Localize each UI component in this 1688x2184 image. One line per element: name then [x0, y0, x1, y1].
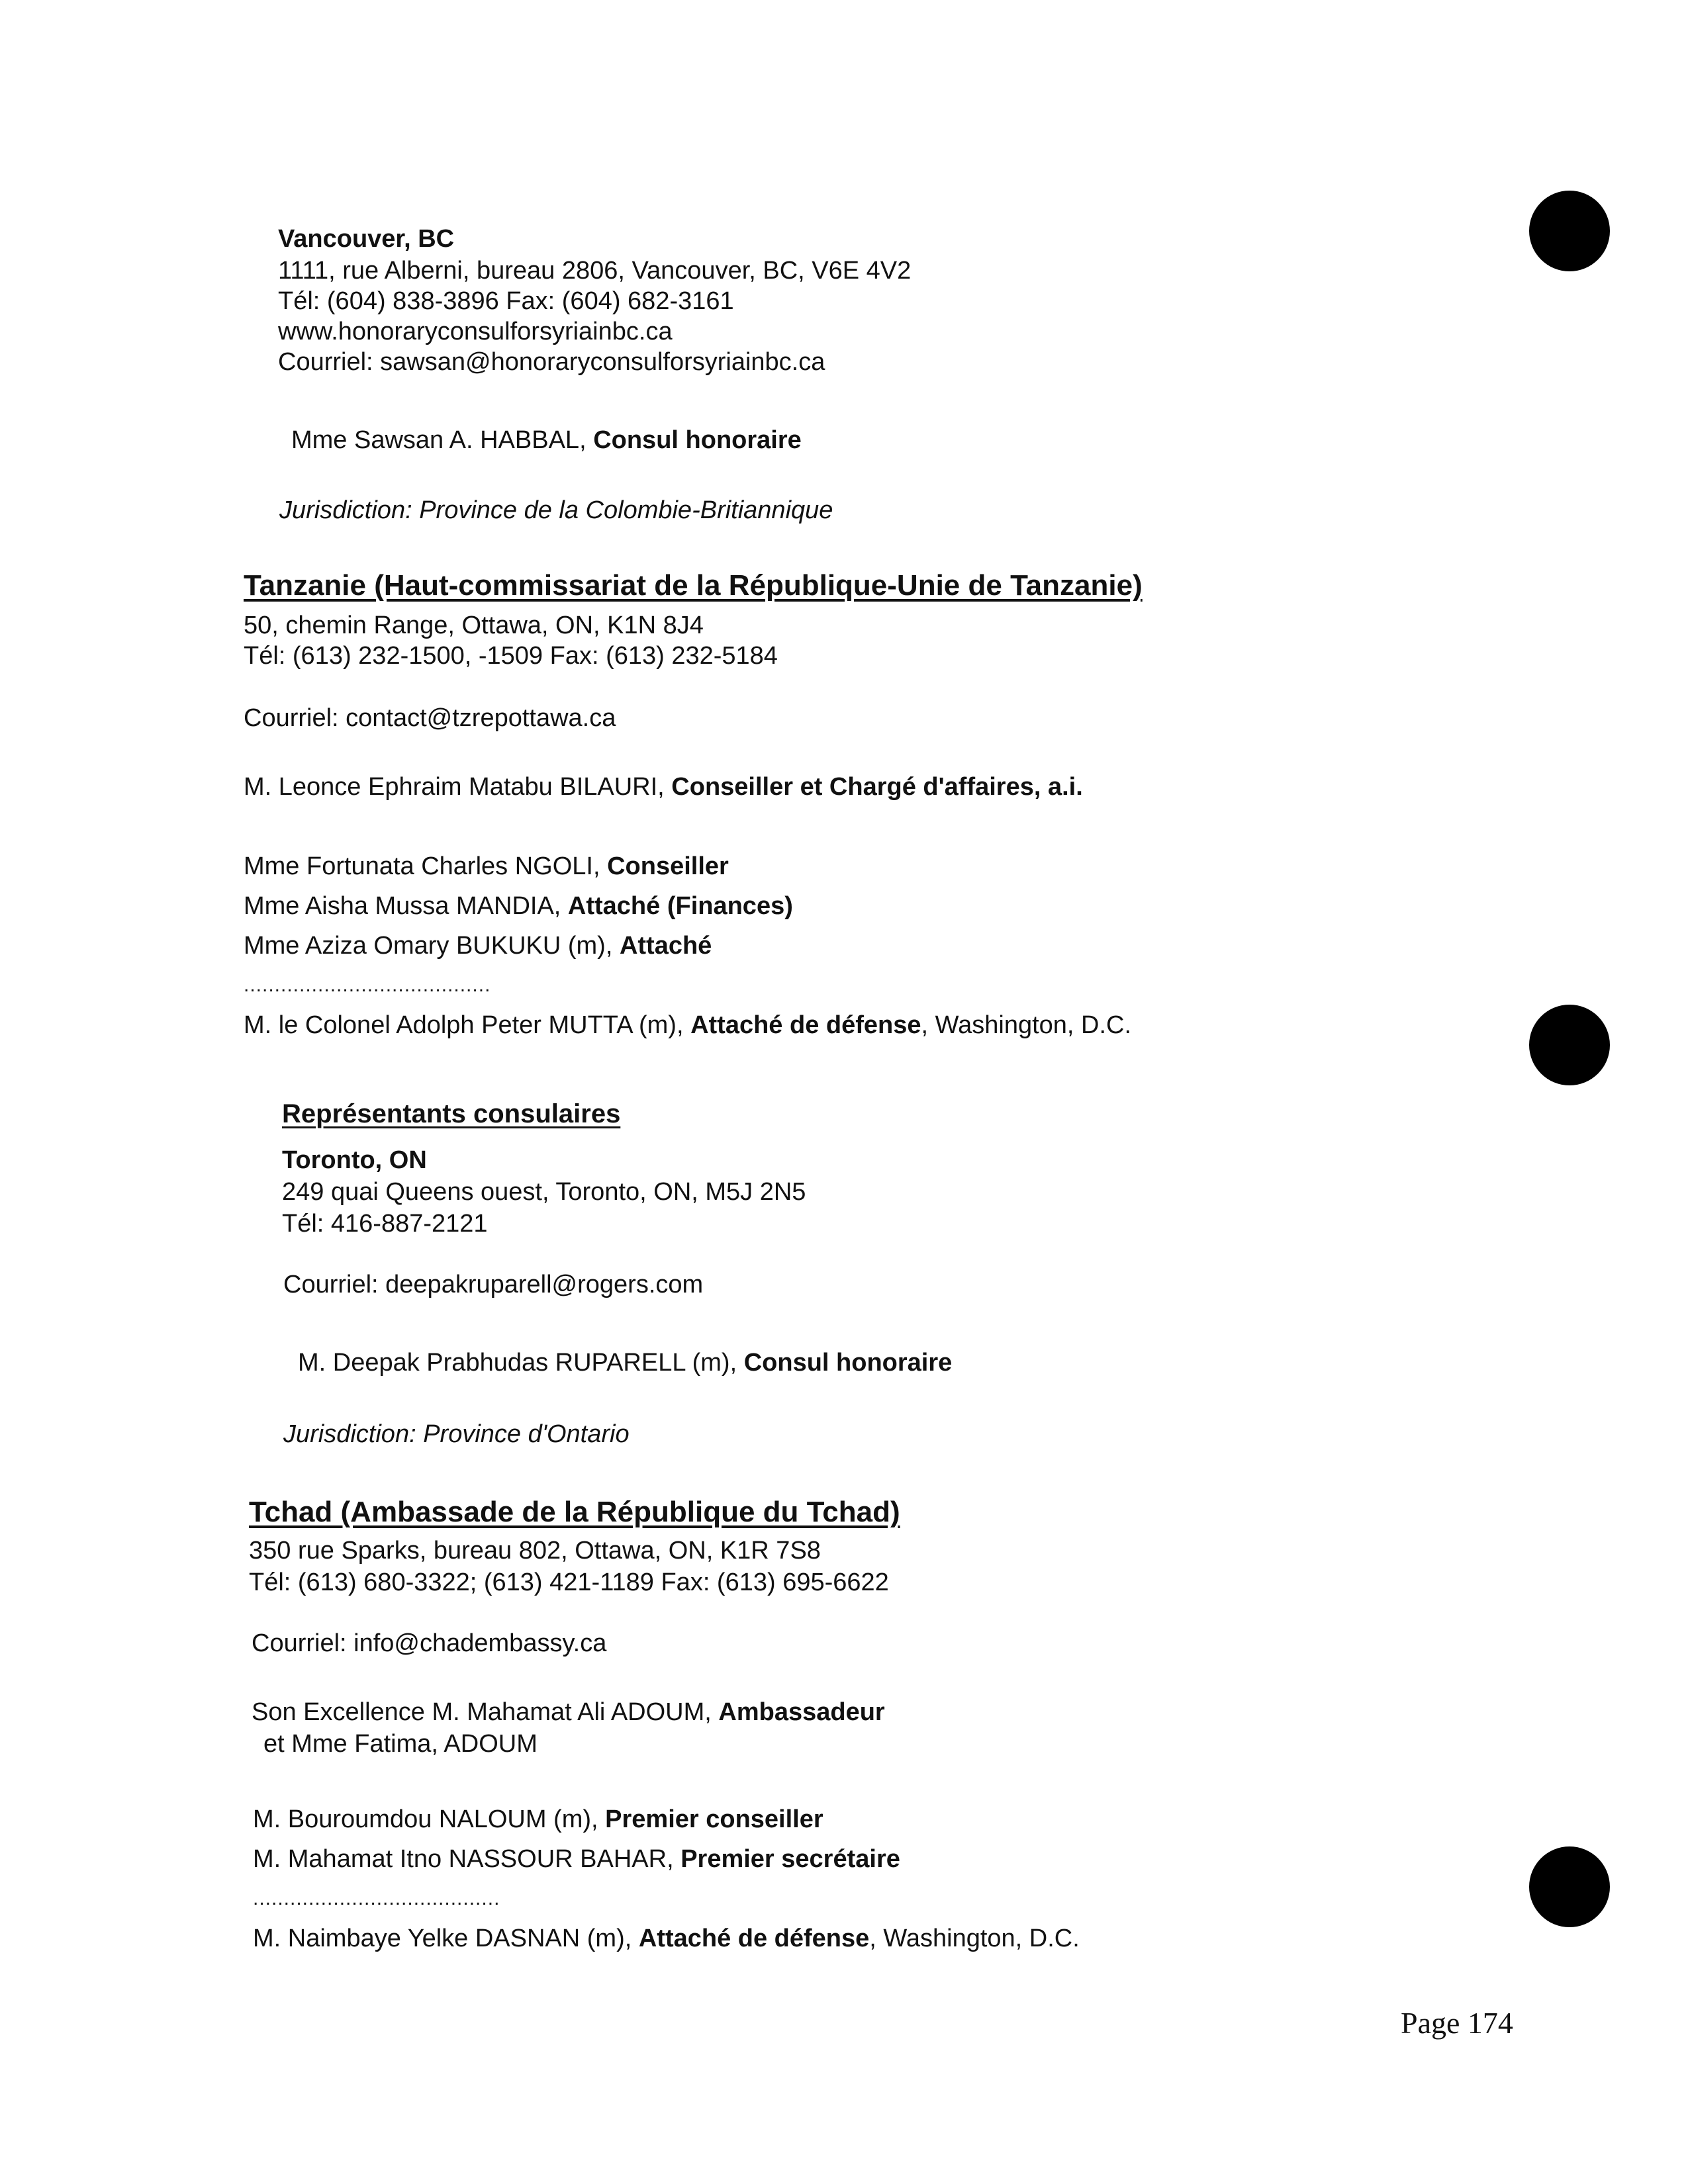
chad-heading: Tchad (Ambassade de la République du Tchad) [249, 1496, 900, 1528]
tanzania-phone: Tél: (613) 232-1500, -1509 Fax: (613) 232-5184 [244, 642, 778, 670]
staff-title: Conseiller et Chargé d'affaires, a.i. [671, 773, 1083, 801]
toronto-consul-title: Consul honoraire [743, 1349, 953, 1377]
defense-title: Attaché de défense [638, 1925, 870, 1952]
chad-staff-row [253, 1844, 900, 1874]
staff-name: M. Leonce Ephraim Matabu BILAURI, [244, 773, 672, 801]
tanzania-email: Courriel: contact@tzrepottawa.ca [244, 704, 616, 732]
staff-name: Mme Fortunata Charles NGOLI, [244, 852, 608, 880]
defense-location: , Washington, D.C. [869, 1925, 1080, 1952]
vancouver-city-heading: Vancouver, BC [278, 225, 455, 253]
toronto-email: Courriel: deepakruparell@rogers.com [283, 1271, 704, 1298]
toronto-consul-entry [298, 1347, 952, 1378]
toronto-address: 249 quai Queens ouest, Toronto, ON, M5J 2N5 [282, 1178, 806, 1206]
staff-name: Mme Aisha Mussa MANDIA, [244, 892, 568, 920]
chad-separator: ........................................ [253, 1888, 500, 1909]
toronto-city-heading: Toronto, ON [282, 1146, 427, 1174]
chad-ambassador-entry [252, 1697, 885, 1727]
vancouver-website: www.honoraryconsulforsyriainbc.ca [278, 318, 673, 345]
chad-phone: Tél: (613) 680-3322; (613) 421-1189 Fax: (613) 695-6622 [249, 1569, 889, 1596]
tanzania-separator: ........................................ [244, 974, 491, 996]
vancouver-consul-title: Consul honoraire [593, 426, 802, 454]
tanzania-staff-row [244, 851, 729, 882]
tanzania-staff-row [244, 772, 1083, 802]
chad-ambassador-spouse: et Mme Fatima, ADOUM [263, 1730, 538, 1758]
tanzania-heading: Tanzanie (Haut-commissariat de la République-Unie de Tanzanie) [244, 569, 1143, 602]
staff-title: Attaché [619, 932, 712, 960]
vancouver-address: 1111, rue Alberni, bureau 2806, Vancouver, BC, V6E 4V2 [278, 257, 912, 285]
chad-defense-attache [253, 1923, 1080, 1954]
tanzania-staff-row [244, 891, 793, 921]
staff-title: Attaché (Finances) [567, 892, 793, 920]
toronto-jurisdiction: Jurisdiction: Province d'Ontario [283, 1420, 630, 1448]
tanzania-address: 50, chemin Range, Ottawa, ON, K1N 8J4 [244, 612, 704, 639]
tanzania-consular-heading: Représentants consulaires [282, 1099, 621, 1128]
punch-hole-middle [1529, 1005, 1610, 1085]
vancouver-phone: Tél: (604) 838-3896 Fax: (604) 682-3161 [278, 287, 734, 315]
tanzania-staff-row [244, 931, 712, 961]
vancouver-email: Courriel: sawsan@honoraryconsulforsyriainbc.ca [278, 348, 825, 376]
tanzania-defense-attache [244, 1010, 1131, 1040]
staff-title: Premier secrétaire [680, 1845, 900, 1873]
chad-staff-row [253, 1804, 823, 1835]
defense-name: M. le Colonel Adolph Peter MUTTA (m), [244, 1011, 691, 1039]
staff-name: Mme Aziza Omary BUKUKU (m), [244, 932, 620, 960]
chad-address: 350 rue Sparks, bureau 802, Ottawa, ON, K1R 7S8 [249, 1537, 821, 1565]
vancouver-consul-name: Mme Sawsan A. HABBAL, [291, 426, 594, 454]
page-number: Page 174 [1401, 2006, 1513, 2040]
staff-title: Conseiller [607, 852, 729, 880]
ambassador-title: Ambassadeur [718, 1698, 885, 1726]
toronto-phone: Tél: 416-887-2121 [282, 1210, 488, 1238]
chad-email: Courriel: info@chadembassy.ca [252, 1629, 607, 1657]
defense-title: Attaché de défense [690, 1011, 921, 1039]
toronto-consul-name: M. Deepak Prabhudas RUPARELL (m), [298, 1349, 744, 1377]
vancouver-jurisdiction: Jurisdiction: Province de la Colombie-Britiannique [279, 496, 833, 524]
ambassador-name: Son Excellence M. Mahamat Ali ADOUM, [252, 1698, 719, 1726]
defense-name: M. Naimbaye Yelke DASNAN (m), [253, 1925, 639, 1952]
staff-title: Premier conseiller [605, 1805, 823, 1833]
staff-name: M. Mahamat Itno NASSOUR BAHAR, [253, 1845, 681, 1873]
vancouver-consul-entry [291, 425, 802, 455]
punch-hole-top [1529, 191, 1610, 271]
defense-location: , Washington, D.C. [921, 1011, 1132, 1039]
punch-hole-bottom [1529, 1846, 1610, 1927]
staff-name: M. Bouroumdou NALOUM (m), [253, 1805, 606, 1833]
